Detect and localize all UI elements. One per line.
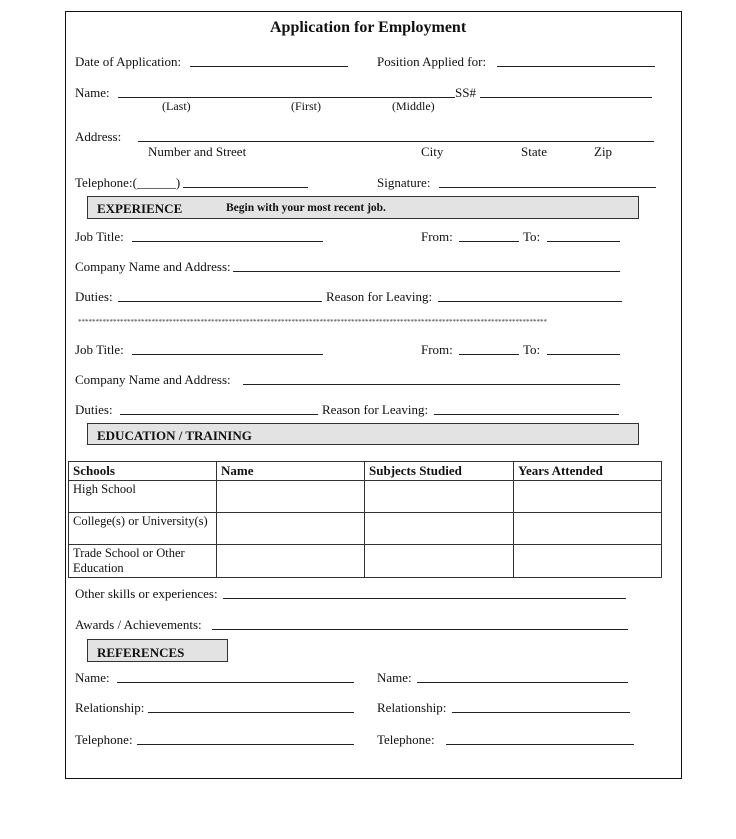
job2-to-label: To: <box>523 342 541 357</box>
education-table <box>68 461 662 578</box>
signature-field[interactable] <box>439 187 656 188</box>
address-field[interactable] <box>138 141 654 142</box>
column-header-name: Name <box>217 462 365 481</box>
high-school-subjects-cell[interactable] <box>365 481 514 513</box>
job1-to-field[interactable] <box>547 241 620 242</box>
ref2-relationship-label: Relationship: <box>377 700 447 715</box>
job1-duties-label: Duties: <box>75 289 113 304</box>
job2-reason-field[interactable] <box>434 414 619 415</box>
ref1-relationship-label: Relationship: <box>75 700 145 715</box>
job2-title-label: Job Title: <box>75 342 124 357</box>
ref2-relationship-field[interactable] <box>452 712 630 713</box>
name-field[interactable] <box>118 97 455 98</box>
job2-to-field[interactable] <box>547 354 620 355</box>
date-of-application-label: Date of Application: <box>75 54 182 69</box>
column-header-years: Years Attended <box>514 462 662 481</box>
awards-field[interactable] <box>212 629 628 630</box>
references-heading: REFERENCES <box>97 645 185 660</box>
job2-title-field[interactable] <box>132 354 323 355</box>
row-label-college: College(s) or University(s) <box>69 513 217 545</box>
form-title: Application for Employment <box>270 19 467 36</box>
row-label-trade-school: Trade School or Other Education <box>69 545 217 578</box>
ref1-name-field[interactable] <box>117 682 354 683</box>
table-row <box>69 481 662 513</box>
job1-to-label: To: <box>523 229 541 244</box>
column-header-schools: Schools <box>69 462 217 481</box>
education-table-header-row <box>69 462 662 481</box>
trade-school-name-cell[interactable] <box>217 545 365 578</box>
other-skills-label: Other skills or experiences: <box>75 586 218 601</box>
zip-caption: Zip <box>594 144 613 159</box>
signature-label: Signature: <box>377 175 431 190</box>
street-caption: Number and Street <box>148 144 247 159</box>
city-caption: City <box>421 144 444 159</box>
name-label: Name: <box>75 85 110 100</box>
position-applied-label: Position Applied for: <box>377 54 487 69</box>
job1-company-field[interactable] <box>233 271 620 272</box>
job2-duties-field[interactable] <box>120 414 318 415</box>
trade-school-subjects-cell[interactable] <box>365 545 514 578</box>
education-heading: EDUCATION / TRAINING <box>97 428 252 443</box>
column-header-subjects: Subjects Studied <box>365 462 514 481</box>
job2-duties-label: Duties: <box>75 402 113 417</box>
ref2-name-label: Name: <box>377 670 412 685</box>
form-frame <box>65 11 682 779</box>
experience-note: Begin with your most recent job. <box>226 202 386 214</box>
job-separator: ************************************************************************************************************************************** <box>78 319 547 326</box>
ref1-telephone-label: Telephone: <box>75 732 133 747</box>
experience-section-header <box>87 196 639 219</box>
job2-reason-label: Reason for Leaving: <box>322 402 429 417</box>
job1-company-label: Company Name and Address: <box>75 259 231 274</box>
job1-title-label: Job Title: <box>75 229 124 244</box>
ref1-relationship-field[interactable] <box>148 712 354 713</box>
ref1-name-label: Name: <box>75 670 110 685</box>
middle-caption: (Middle) <box>392 99 435 113</box>
ss-field[interactable] <box>480 97 652 98</box>
high-school-years-cell[interactable] <box>514 481 662 513</box>
table-row <box>69 513 662 545</box>
job2-company-field[interactable] <box>243 384 620 385</box>
job1-from-label: From: <box>421 229 453 244</box>
education-section-header <box>87 423 639 445</box>
awards-label: Awards / Achievements: <box>75 617 202 632</box>
job1-duties-field[interactable] <box>118 301 322 302</box>
ss-label: SS# <box>455 85 476 100</box>
ref2-telephone-label: Telephone: <box>377 732 435 747</box>
job1-title-field[interactable] <box>132 241 323 242</box>
job2-from-label: From: <box>421 342 453 357</box>
high-school-name-cell[interactable] <box>217 481 365 513</box>
job2-from-field[interactable] <box>459 354 519 355</box>
ref2-name-field[interactable] <box>417 682 628 683</box>
row-label-high-school: High School <box>69 481 217 513</box>
telephone-label: Telephone:(______) <box>75 175 181 190</box>
address-label: Address: <box>75 129 122 144</box>
job1-from-field[interactable] <box>459 241 519 242</box>
college-years-cell[interactable] <box>514 513 662 545</box>
job1-reason-label: Reason for Leaving: <box>326 289 433 304</box>
position-applied-field[interactable] <box>497 66 655 67</box>
state-caption: State <box>521 144 547 159</box>
references-section-header <box>87 639 228 662</box>
job1-reason-field[interactable] <box>438 301 622 302</box>
last-caption: (Last) <box>162 99 191 113</box>
other-skills-field[interactable] <box>223 598 626 599</box>
trade-school-years-cell[interactable] <box>514 545 662 578</box>
table-row <box>69 545 662 578</box>
job2-company-label: Company Name and Address: <box>75 372 231 387</box>
experience-heading: EXPERIENCE <box>97 201 183 216</box>
college-subjects-cell[interactable] <box>365 513 514 545</box>
ref1-telephone-field[interactable] <box>137 744 354 745</box>
first-caption: (First) <box>291 99 321 113</box>
ref2-telephone-field[interactable] <box>446 744 634 745</box>
date-of-application-field[interactable] <box>190 66 348 67</box>
telephone-field[interactable] <box>183 187 308 188</box>
college-name-cell[interactable] <box>217 513 365 545</box>
